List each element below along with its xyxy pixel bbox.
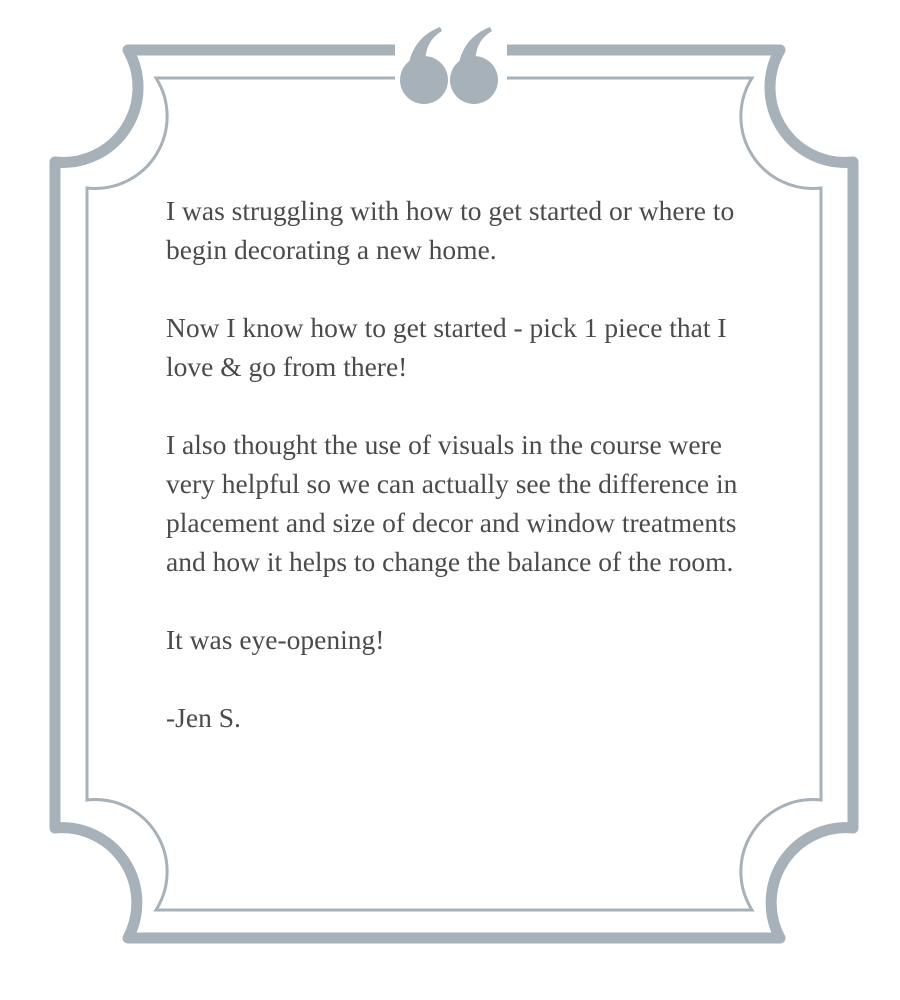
testimonial-paragraph-1: I was struggling with how to get started or where to begin decorating a new home. (166, 195, 735, 265)
testimonial-paragraph-4: It was eye-opening! (166, 624, 385, 655)
testimonial-paragraph-2: Now I know how to get started - pick 1 piece that I love & go from there! (166, 312, 727, 382)
testimonial-text (166, 191, 766, 737)
testimonial-signature: -Jen S. (166, 702, 241, 733)
testimonial-paragraph-3: I also thought the use of visuals in the course were very helpful so we can actually see the difference in placement and size of decor and window treatments and how it helps to change the balance of the room. (166, 429, 738, 577)
